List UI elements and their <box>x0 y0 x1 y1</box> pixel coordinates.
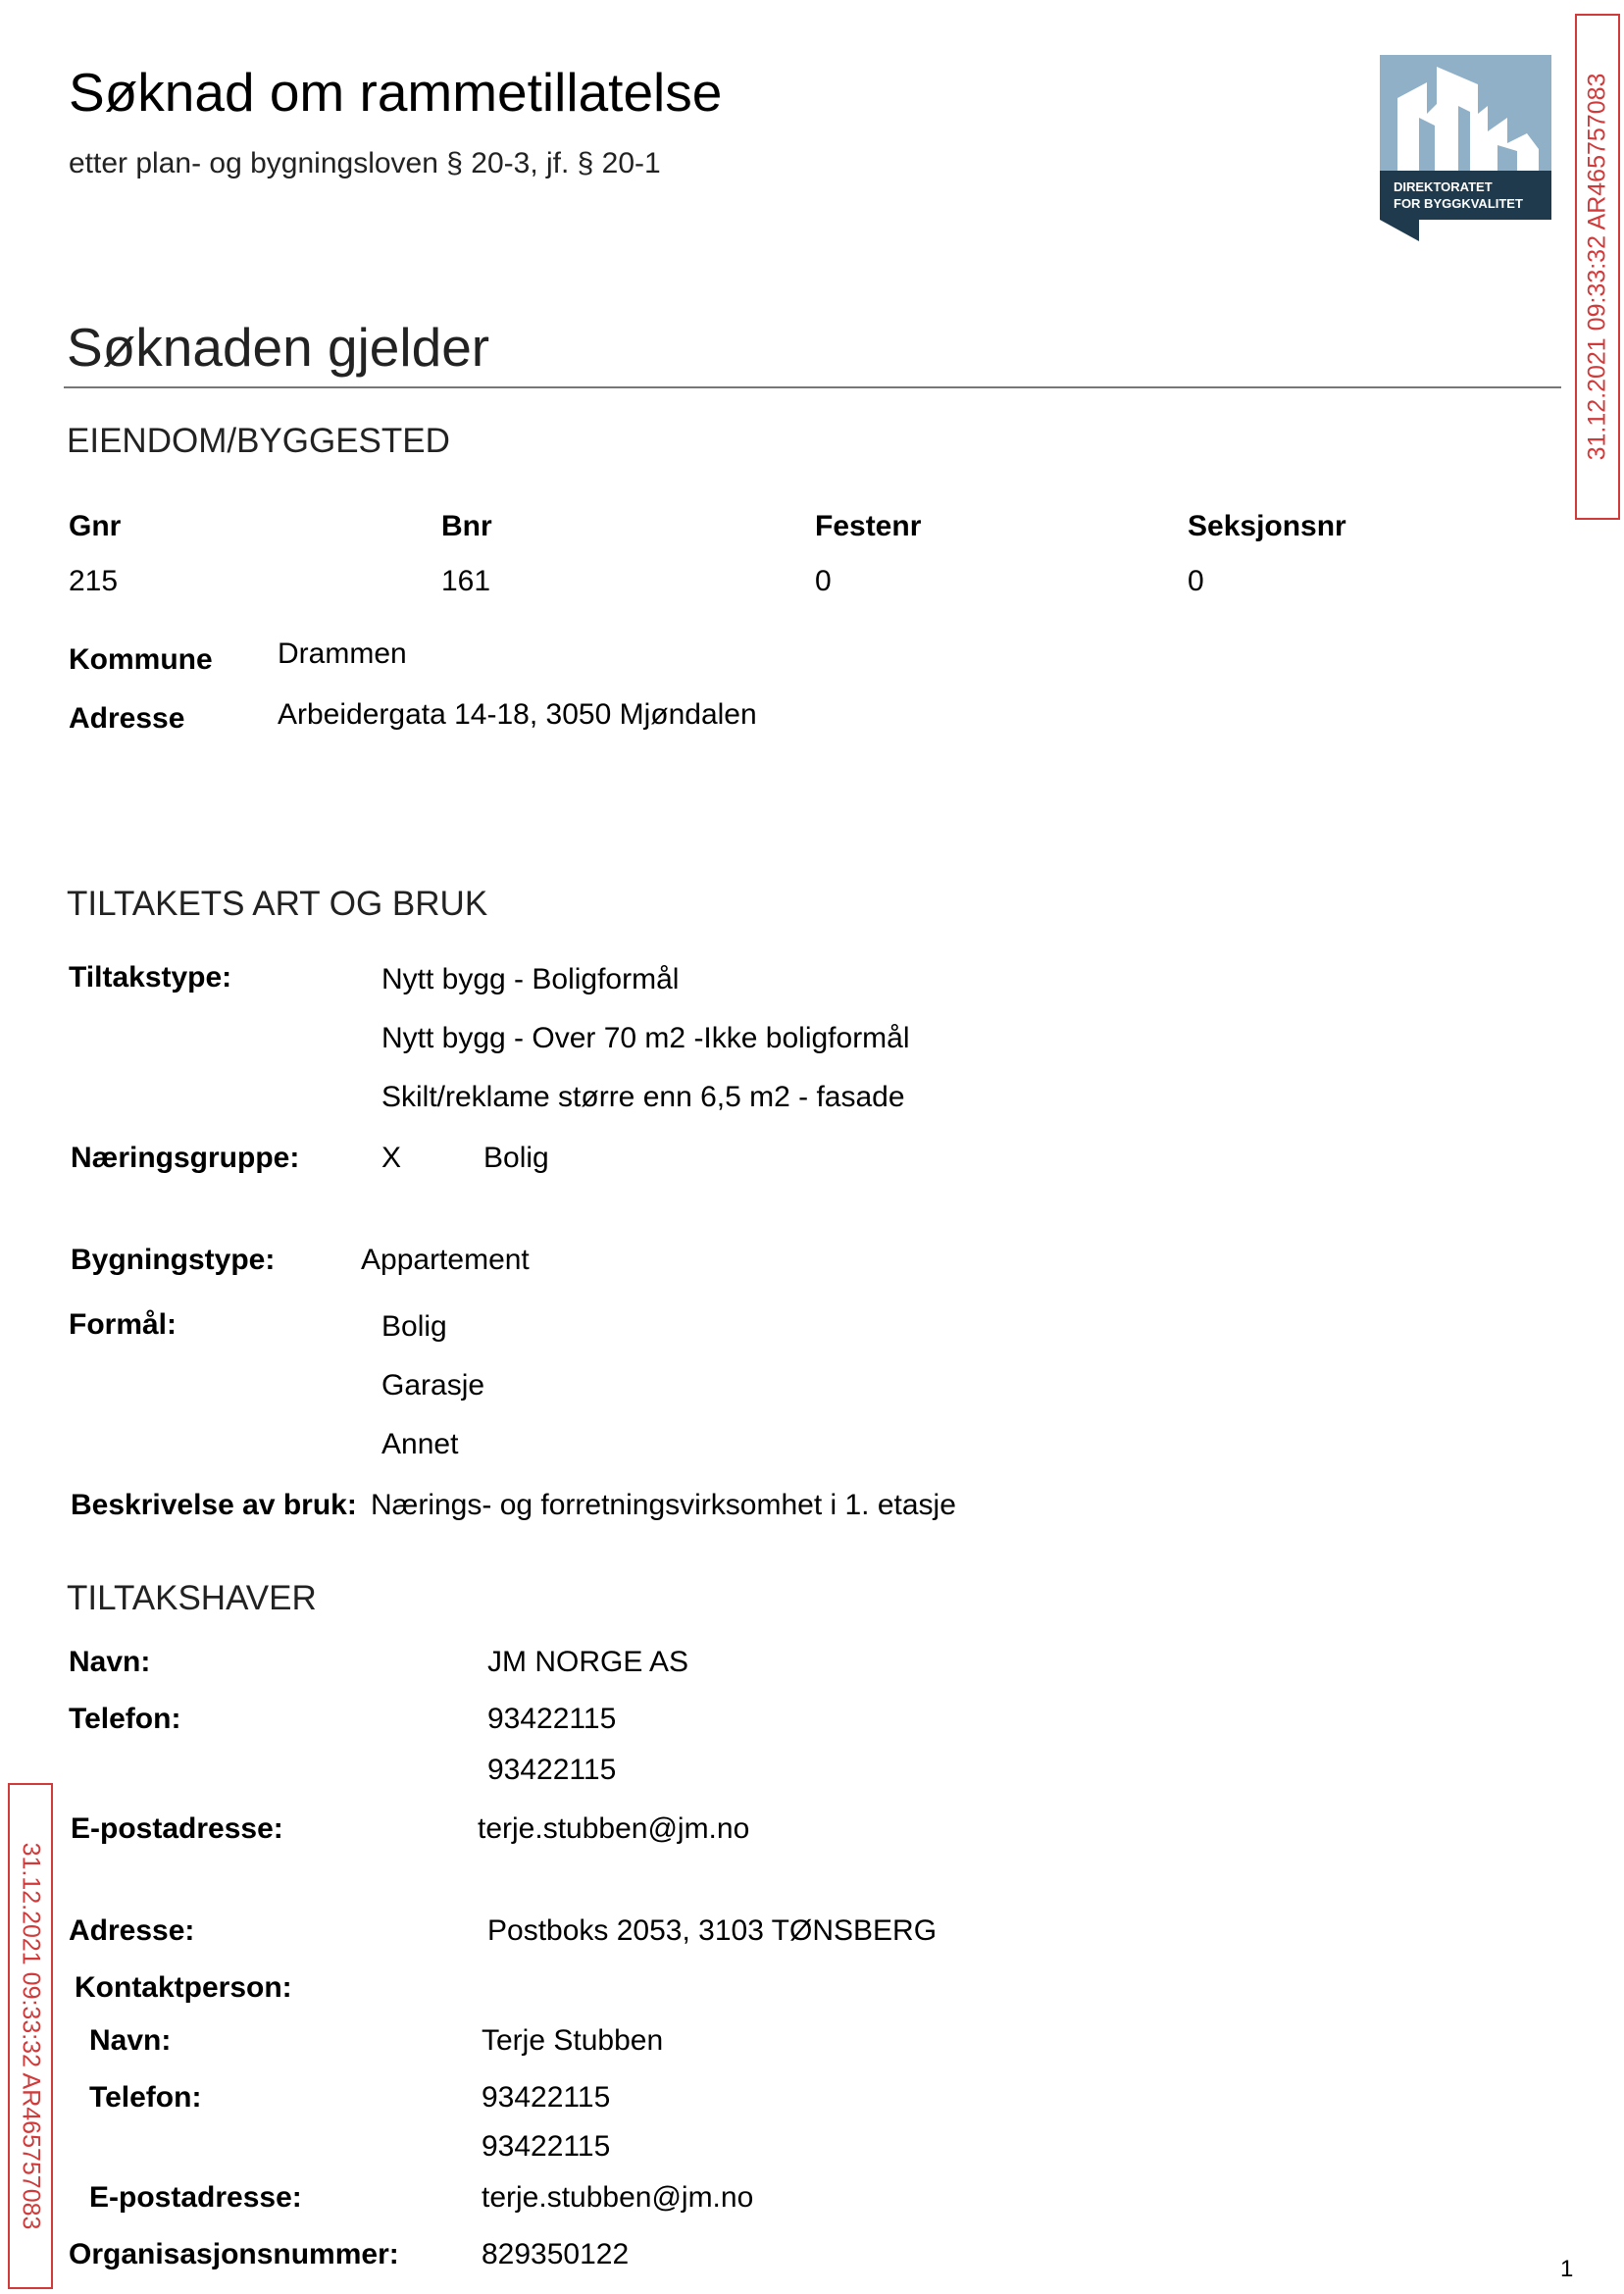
beskrivelse-label: Beskrivelse av bruk: <box>71 1489 357 1521</box>
tiltakstype-item: Nytt bygg - Over 70 m2 -Ikke boligformål <box>381 1022 910 1054</box>
adresse-label: Adresse <box>69 702 185 735</box>
document-title: Søknad om rammetillatelse <box>69 62 723 123</box>
epost-label: E-postadresse: <box>71 1812 283 1845</box>
seksjonsnr-label: Seksjonsnr <box>1188 510 1346 542</box>
page-number: 1 <box>1560 2256 1574 2282</box>
formal-item: Garasje <box>381 1369 485 1402</box>
kontakt-navn-label: Navn: <box>89 2024 172 2057</box>
gnr-label: Gnr <box>69 510 122 542</box>
telefon-label: Telefon: <box>69 1703 181 1735</box>
orgnr-value: 829350122 <box>482 2238 630 2270</box>
navn-label: Navn: <box>69 1646 151 1678</box>
archive-stamp-right <box>1575 14 1620 520</box>
kontakt-telefon-value: 93422115 <box>482 2130 611 2163</box>
tiltakshaver-heading: TILTAKSHAVER <box>67 1579 317 1617</box>
gnr-value: 215 <box>69 565 119 597</box>
naeringsgruppe-label: Næringsgruppe: <box>71 1142 300 1174</box>
eiendom-heading: EIENDOM/BYGGESTED <box>67 422 450 460</box>
epost-value: terje.stubben@jm.no <box>478 1812 750 1845</box>
formal-item: Annet <box>381 1428 459 1460</box>
festenr-value: 0 <box>815 565 832 597</box>
bygningstype-label: Bygningstype: <box>71 1244 276 1276</box>
logo-text-line2: FOR BYGGKVALITET <box>1394 196 1523 211</box>
document-subtitle: etter plan- og bygningsloven § 20-3, jf. § 20-1 <box>69 147 661 179</box>
tiltakstype-label: Tiltakstype: <box>69 961 232 994</box>
dibk-logo <box>1380 55 1551 241</box>
logo-text-line1: DIREKTORATET <box>1394 179 1493 194</box>
stamp-text: 31.12.2021 09:33:32 AR465757083 <box>17 1842 45 2230</box>
formal-item: Bolig <box>381 1310 447 1343</box>
bygningstype-value: Appartement <box>361 1244 530 1276</box>
kontaktperson-label: Kontaktperson: <box>75 1971 292 2004</box>
formal-label: Formål: <box>69 1308 178 1341</box>
tiltak-heading: TILTAKETS ART OG BRUK <box>67 885 488 923</box>
kontakt-telefon-label: Telefon: <box>89 2081 202 2114</box>
naeringsgruppe-code: X <box>381 1142 402 1174</box>
stamp-text: 31.12.2021 09:33:32 AR465757083 <box>1583 73 1611 461</box>
adresse-value: Postboks 2053, 3103 TØNSBERG <box>487 1914 938 1947</box>
seksjonsnr-value: 0 <box>1188 565 1204 597</box>
bnr-label: Bnr <box>441 510 492 542</box>
kontakt-navn-value: Terje Stubben <box>482 2024 664 2057</box>
kontakt-telefon-value: 93422115 <box>482 2081 611 2114</box>
adresse-value: Arbeidergata 14-18, 3050 Mjøndalen <box>278 698 757 731</box>
kontakt-epost-value: terje.stubben@jm.no <box>482 2181 754 2214</box>
adresse-label: Adresse: <box>69 1914 195 1947</box>
kontakt-epost-label: E-postadresse: <box>89 2181 302 2214</box>
tiltakstype-item: Skilt/reklame større enn 6,5 m2 - fasade <box>381 1081 905 1113</box>
naeringsgruppe-value: Bolig <box>483 1142 549 1174</box>
navn-value: JM NORGE AS <box>487 1646 689 1678</box>
festenr-label: Festenr <box>815 510 922 542</box>
beskrivelse-value: Nærings- og forretningsvirksomhet i 1. etasje <box>371 1489 956 1521</box>
archive-stamp-left <box>8 1783 53 2289</box>
orgnr-label: Organisasjonsnummer: <box>69 2238 399 2270</box>
tiltakstype-item: Nytt bygg - Boligformål <box>381 963 680 995</box>
telefon-value: 93422115 <box>487 1703 617 1735</box>
bnr-value: 161 <box>441 565 491 597</box>
kommune-label: Kommune <box>69 643 213 676</box>
telefon-value: 93422115 <box>487 1754 617 1786</box>
section-divider <box>64 386 1561 388</box>
section-title: Søknaden gjelder <box>67 317 490 378</box>
kommune-value: Drammen <box>278 637 407 670</box>
